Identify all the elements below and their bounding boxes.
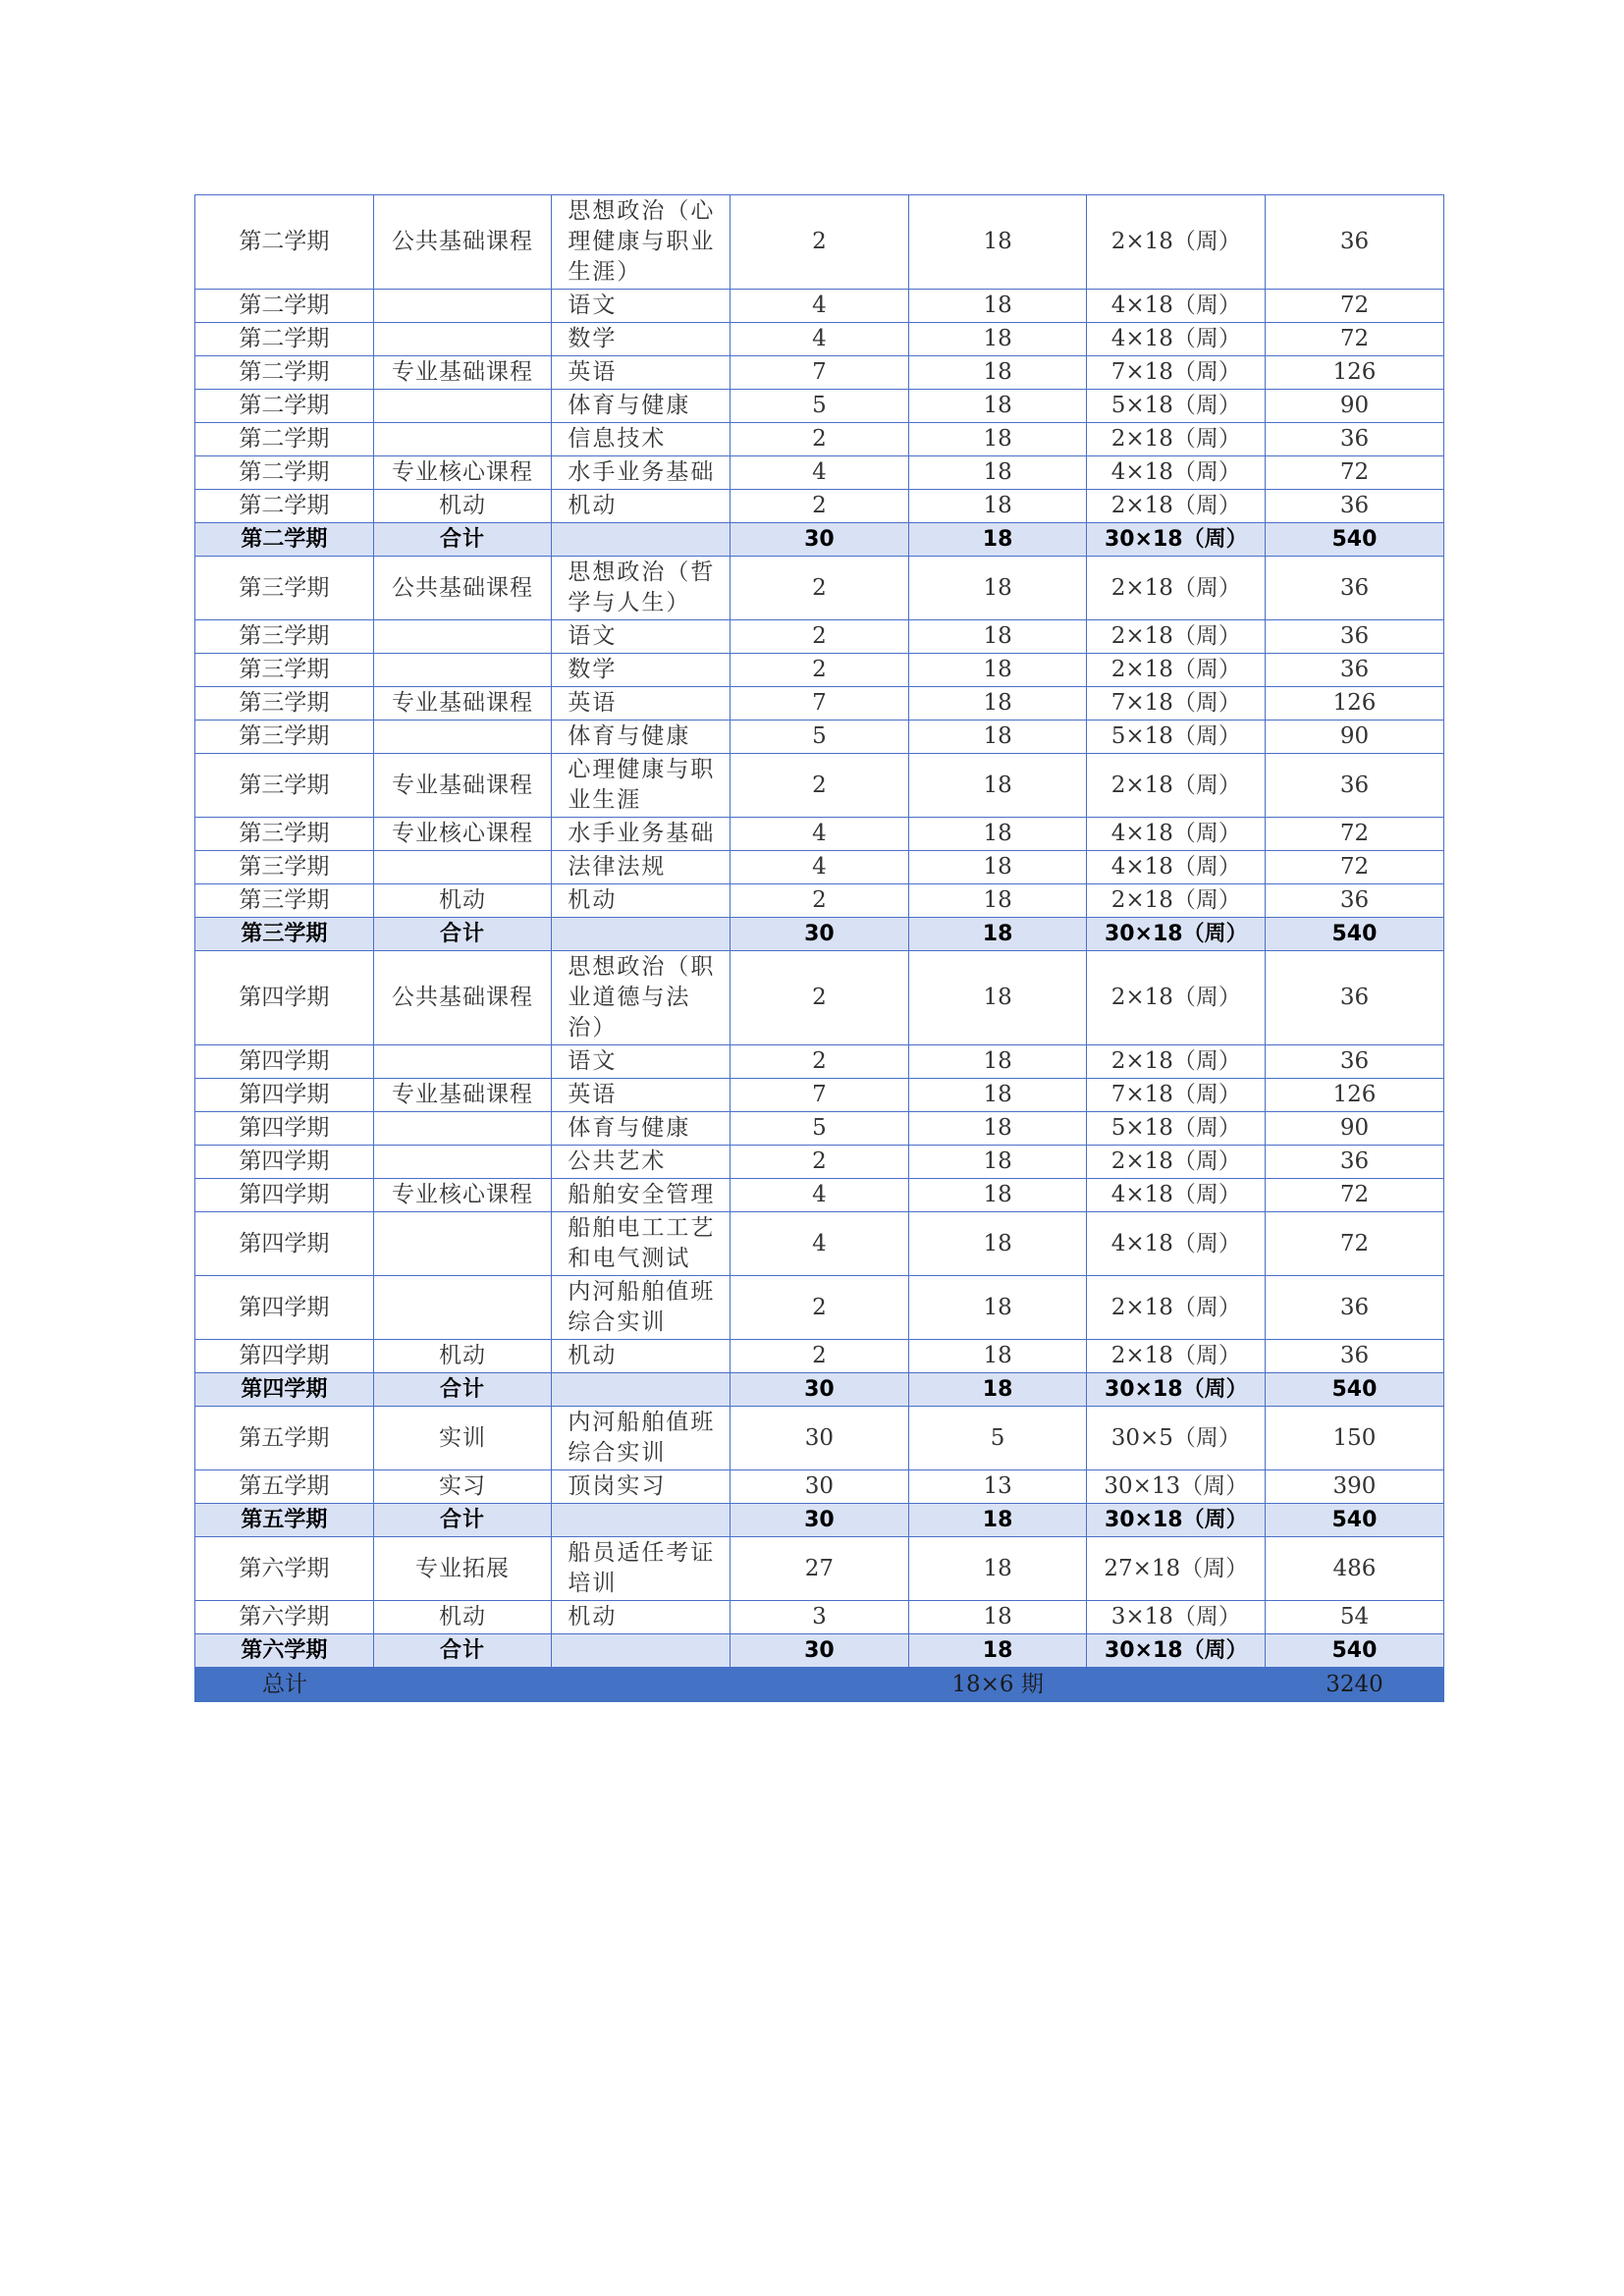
semester-cell: 第四学期 xyxy=(195,1340,374,1373)
category-cell: 合计 xyxy=(373,1504,552,1537)
category-cell xyxy=(373,323,552,356)
formula-cell: 7×18（周） xyxy=(1087,356,1266,390)
semester-cell: 第四学期 xyxy=(195,1179,374,1212)
total-hours-cell: 36 xyxy=(1266,557,1444,620)
category-cell: 专业基础课程 xyxy=(373,356,552,390)
table-row xyxy=(195,1212,1444,1276)
formula-cell: 7×18（周） xyxy=(1087,1079,1266,1112)
formula-cell: 4×18（周） xyxy=(1087,851,1266,884)
formula-cell: 5×18（周） xyxy=(1087,390,1266,423)
semester-cell: 第二学期 xyxy=(195,323,374,356)
weekly-hours-cell: 5 xyxy=(731,721,909,754)
table-row xyxy=(195,654,1444,687)
course-name-cell xyxy=(552,918,731,951)
formula-cell: 30×18（周） xyxy=(1087,1634,1266,1668)
course-name-cell: 机动 xyxy=(552,490,731,523)
weekly-hours-cell: 2 xyxy=(731,195,909,290)
total-hours-cell: 72 xyxy=(1266,1212,1444,1276)
table-row xyxy=(195,687,1444,721)
category-cell: 专业基础课程 xyxy=(373,1079,552,1112)
grand-total-spacer xyxy=(1087,1668,1266,1702)
weekly-hours-cell: 2 xyxy=(731,1146,909,1179)
total-hours-cell: 36 xyxy=(1266,195,1444,290)
weeks-cell: 18 xyxy=(908,884,1087,918)
semester-cell: 第二学期 xyxy=(195,195,374,290)
table-row xyxy=(195,721,1444,754)
table-row xyxy=(195,1537,1444,1601)
weeks-cell: 18 xyxy=(908,818,1087,851)
table-row xyxy=(195,1112,1444,1146)
total-hours-cell: 36 xyxy=(1266,1146,1444,1179)
category-cell xyxy=(373,654,552,687)
course-name-cell: 英语 xyxy=(552,1079,731,1112)
semester-cell: 第四学期 xyxy=(195,1112,374,1146)
table-row xyxy=(195,456,1444,490)
weekly-hours-cell: 5 xyxy=(731,1112,909,1146)
table-row xyxy=(195,557,1444,620)
weekly-hours-cell: 2 xyxy=(731,1045,909,1079)
formula-cell: 2×18（周） xyxy=(1087,1146,1266,1179)
weeks-cell: 18 xyxy=(908,195,1087,290)
category-cell xyxy=(373,1045,552,1079)
course-name-cell: 体育与健康 xyxy=(552,390,731,423)
course-name-cell: 思想政治（心理健康与职业生涯） xyxy=(552,195,731,290)
weekly-hours-cell: 7 xyxy=(731,1079,909,1112)
weekly-hours-cell: 30 xyxy=(731,1634,909,1668)
semester-cell: 第二学期 xyxy=(195,290,374,323)
weekly-hours-cell: 30 xyxy=(731,1504,909,1537)
table-row xyxy=(195,951,1444,1045)
semester-cell: 第三学期 xyxy=(195,851,374,884)
weekly-hours-cell: 2 xyxy=(731,884,909,918)
weeks-cell: 18 xyxy=(908,523,1087,557)
total-hours-cell: 540 xyxy=(1266,1373,1444,1407)
subtotal-row xyxy=(195,918,1444,951)
weekly-hours-cell: 2 xyxy=(731,490,909,523)
total-hours-cell: 90 xyxy=(1266,1112,1444,1146)
table-row xyxy=(195,754,1444,818)
category-cell: 公共基础课程 xyxy=(373,195,552,290)
weeks-cell: 18 xyxy=(908,557,1087,620)
semester-cell: 第二学期 xyxy=(195,523,374,557)
course-name-cell: 水手业务基础 xyxy=(552,456,731,490)
formula-cell: 2×18（周） xyxy=(1087,557,1266,620)
total-hours-cell: 36 xyxy=(1266,1045,1444,1079)
course-name-cell: 思想政治（哲学与人生） xyxy=(552,557,731,620)
formula-cell: 2×18（周） xyxy=(1087,754,1266,818)
category-cell: 专业核心课程 xyxy=(373,818,552,851)
category-cell: 实训 xyxy=(373,1407,552,1470)
weeks-cell: 18 xyxy=(908,356,1087,390)
total-hours-cell: 36 xyxy=(1266,654,1444,687)
table-row xyxy=(195,323,1444,356)
course-name-cell: 语文 xyxy=(552,620,731,654)
weekly-hours-cell: 2 xyxy=(731,754,909,818)
category-cell: 实习 xyxy=(373,1470,552,1504)
formula-cell: 2×18（周） xyxy=(1087,1340,1266,1373)
semester-cell: 第三学期 xyxy=(195,884,374,918)
weekly-hours-cell: 30 xyxy=(731,523,909,557)
semester-cell: 第四学期 xyxy=(195,1045,374,1079)
total-hours-cell: 72 xyxy=(1266,456,1444,490)
formula-cell: 4×18（周） xyxy=(1087,1179,1266,1212)
weeks-cell: 18 xyxy=(908,851,1087,884)
weeks-cell: 18 xyxy=(908,1146,1087,1179)
weeks-cell: 18 xyxy=(908,1537,1087,1601)
category-cell xyxy=(373,1212,552,1276)
weekly-hours-cell: 2 xyxy=(731,1340,909,1373)
table-row xyxy=(195,390,1444,423)
table-row xyxy=(195,818,1444,851)
table-row xyxy=(195,1079,1444,1112)
formula-cell: 27×18（周） xyxy=(1087,1537,1266,1601)
formula-cell: 7×18（周） xyxy=(1087,687,1266,721)
weekly-hours-cell: 27 xyxy=(731,1537,909,1601)
semester-cell: 第六学期 xyxy=(195,1601,374,1634)
category-cell: 专业基础课程 xyxy=(373,754,552,818)
category-cell: 合计 xyxy=(373,918,552,951)
table-row xyxy=(195,490,1444,523)
total-hours-cell: 540 xyxy=(1266,523,1444,557)
total-hours-cell: 90 xyxy=(1266,721,1444,754)
semester-cell: 第二学期 xyxy=(195,490,374,523)
weekly-hours-cell: 5 xyxy=(731,390,909,423)
subtotal-row xyxy=(195,1634,1444,1668)
semester-cell: 第四学期 xyxy=(195,951,374,1045)
course-name-cell: 内河船舶值班综合实训 xyxy=(552,1276,731,1340)
total-hours-cell: 36 xyxy=(1266,754,1444,818)
table-row xyxy=(195,620,1444,654)
semester-cell: 第五学期 xyxy=(195,1470,374,1504)
course-name-cell: 船员适任考证培训 xyxy=(552,1537,731,1601)
semester-cell: 第四学期 xyxy=(195,1373,374,1407)
course-name-cell: 体育与健康 xyxy=(552,721,731,754)
grand-total-label: 总计 xyxy=(195,1668,909,1702)
semester-cell: 第三学期 xyxy=(195,721,374,754)
table-row xyxy=(195,1179,1444,1212)
weeks-cell: 18 xyxy=(908,1340,1087,1373)
weekly-hours-cell: 30 xyxy=(731,1373,909,1407)
category-cell xyxy=(373,423,552,456)
formula-cell: 30×13（周） xyxy=(1087,1470,1266,1504)
total-hours-cell: 126 xyxy=(1266,687,1444,721)
table-row xyxy=(195,1276,1444,1340)
category-cell xyxy=(373,721,552,754)
category-cell: 机动 xyxy=(373,490,552,523)
semester-cell: 第四学期 xyxy=(195,1212,374,1276)
total-hours-cell: 36 xyxy=(1266,951,1444,1045)
course-name-cell xyxy=(552,1634,731,1668)
weekly-hours-cell: 4 xyxy=(731,290,909,323)
semester-cell: 第五学期 xyxy=(195,1407,374,1470)
total-hours-cell: 36 xyxy=(1266,620,1444,654)
weekly-hours-cell: 4 xyxy=(731,818,909,851)
table-row xyxy=(195,851,1444,884)
table-row xyxy=(195,1470,1444,1504)
table-row xyxy=(195,1146,1444,1179)
total-hours-cell: 72 xyxy=(1266,1179,1444,1212)
weeks-cell: 18 xyxy=(908,687,1087,721)
weeks-cell: 18 xyxy=(908,1634,1087,1668)
semester-cell: 第二学期 xyxy=(195,356,374,390)
category-cell xyxy=(373,851,552,884)
grand-total-weeks: 18×6 期 xyxy=(908,1668,1087,1702)
semester-cell: 第三学期 xyxy=(195,687,374,721)
course-name-cell: 法律法规 xyxy=(552,851,731,884)
formula-cell: 5×18（周） xyxy=(1087,721,1266,754)
course-name-cell xyxy=(552,1373,731,1407)
total-hours-cell: 72 xyxy=(1266,290,1444,323)
weekly-hours-cell: 7 xyxy=(731,687,909,721)
total-hours-cell: 126 xyxy=(1266,1079,1444,1112)
course-name-cell: 内河船舶值班综合实训 xyxy=(552,1407,731,1470)
formula-cell: 2×18（周） xyxy=(1087,490,1266,523)
course-name-cell: 英语 xyxy=(552,687,731,721)
table-row xyxy=(195,884,1444,918)
course-name-cell: 水手业务基础 xyxy=(552,818,731,851)
table-row xyxy=(195,423,1444,456)
total-hours-cell: 36 xyxy=(1266,490,1444,523)
weekly-hours-cell: 30 xyxy=(731,918,909,951)
formula-cell: 3×18（周） xyxy=(1087,1601,1266,1634)
weeks-cell: 18 xyxy=(908,721,1087,754)
category-cell xyxy=(373,1146,552,1179)
weeks-cell: 13 xyxy=(908,1470,1087,1504)
weeks-cell: 18 xyxy=(908,1373,1087,1407)
formula-cell: 30×18（周） xyxy=(1087,523,1266,557)
course-name-cell: 数学 xyxy=(552,323,731,356)
formula-cell: 5×18（周） xyxy=(1087,1112,1266,1146)
weeks-cell: 18 xyxy=(908,754,1087,818)
formula-cell: 2×18（周） xyxy=(1087,654,1266,687)
weekly-hours-cell: 2 xyxy=(731,951,909,1045)
formula-cell: 2×18（周） xyxy=(1087,195,1266,290)
category-cell: 专业核心课程 xyxy=(373,1179,552,1212)
course-name-cell: 机动 xyxy=(552,884,731,918)
course-name-cell xyxy=(552,1504,731,1537)
semester-cell: 第二学期 xyxy=(195,456,374,490)
course-name-cell: 数学 xyxy=(552,654,731,687)
weekly-hours-cell: 4 xyxy=(731,1212,909,1276)
table-row xyxy=(195,1045,1444,1079)
semester-cell: 第五学期 xyxy=(195,1504,374,1537)
table-body xyxy=(195,195,1444,1702)
category-cell: 合计 xyxy=(373,523,552,557)
total-hours-cell: 36 xyxy=(1266,1340,1444,1373)
course-name-cell: 心理健康与职业生涯 xyxy=(552,754,731,818)
course-name-cell xyxy=(552,523,731,557)
weeks-cell: 18 xyxy=(908,390,1087,423)
semester-cell: 第三学期 xyxy=(195,620,374,654)
formula-cell: 2×18（周） xyxy=(1087,1045,1266,1079)
weeks-cell: 18 xyxy=(908,1504,1087,1537)
total-hours-cell: 540 xyxy=(1266,918,1444,951)
category-cell: 公共基础课程 xyxy=(373,557,552,620)
category-cell xyxy=(373,1112,552,1146)
total-hours-cell: 126 xyxy=(1266,356,1444,390)
curriculum-hours-table xyxy=(194,194,1444,1702)
formula-cell: 2×18（周） xyxy=(1087,884,1266,918)
total-hours-cell: 540 xyxy=(1266,1504,1444,1537)
subtotal-row xyxy=(195,1373,1444,1407)
weeks-cell: 18 xyxy=(908,1276,1087,1340)
total-hours-cell: 36 xyxy=(1266,1276,1444,1340)
semester-cell: 第二学期 xyxy=(195,390,374,423)
formula-cell: 30×18（周） xyxy=(1087,918,1266,951)
weekly-hours-cell: 30 xyxy=(731,1470,909,1504)
weeks-cell: 18 xyxy=(908,1179,1087,1212)
weekly-hours-cell: 3 xyxy=(731,1601,909,1634)
category-cell: 机动 xyxy=(373,1340,552,1373)
course-name-cell: 船舶安全管理 xyxy=(552,1179,731,1212)
semester-cell: 第四学期 xyxy=(195,1276,374,1340)
formula-cell: 30×18（周） xyxy=(1087,1373,1266,1407)
weeks-cell: 18 xyxy=(908,1112,1087,1146)
category-cell: 合计 xyxy=(373,1634,552,1668)
course-name-cell: 船舶电工工艺和电气测试 xyxy=(552,1212,731,1276)
semester-cell: 第四学期 xyxy=(195,1079,374,1112)
total-hours-cell: 72 xyxy=(1266,851,1444,884)
formula-cell: 2×18（周） xyxy=(1087,1276,1266,1340)
total-hours-cell: 36 xyxy=(1266,884,1444,918)
category-cell xyxy=(373,1276,552,1340)
semester-cell: 第四学期 xyxy=(195,1146,374,1179)
category-cell: 机动 xyxy=(373,884,552,918)
weeks-cell: 5 xyxy=(908,1407,1087,1470)
semester-cell: 第二学期 xyxy=(195,423,374,456)
formula-cell: 4×18（周） xyxy=(1087,290,1266,323)
weekly-hours-cell: 7 xyxy=(731,356,909,390)
weekly-hours-cell: 30 xyxy=(731,1407,909,1470)
total-hours-cell: 486 xyxy=(1266,1537,1444,1601)
total-hours-cell: 90 xyxy=(1266,390,1444,423)
total-hours-cell: 390 xyxy=(1266,1470,1444,1504)
course-name-cell: 顶岗实习 xyxy=(552,1470,731,1504)
total-hours-cell: 54 xyxy=(1266,1601,1444,1634)
formula-cell: 4×18（周） xyxy=(1087,818,1266,851)
formula-cell: 2×18（周） xyxy=(1087,620,1266,654)
subtotal-row xyxy=(195,523,1444,557)
weeks-cell: 18 xyxy=(908,290,1087,323)
course-name-cell: 思想政治（职业道德与法治） xyxy=(552,951,731,1045)
table-row xyxy=(195,356,1444,390)
total-hours-cell: 540 xyxy=(1266,1634,1444,1668)
weekly-hours-cell: 2 xyxy=(731,1276,909,1340)
category-cell: 机动 xyxy=(373,1601,552,1634)
category-cell: 专业拓展 xyxy=(373,1537,552,1601)
weeks-cell: 18 xyxy=(908,423,1087,456)
category-cell xyxy=(373,390,552,423)
table-row xyxy=(195,1340,1444,1373)
course-name-cell: 语文 xyxy=(552,290,731,323)
weekly-hours-cell: 4 xyxy=(731,851,909,884)
weeks-cell: 18 xyxy=(908,323,1087,356)
semester-cell: 第三学期 xyxy=(195,918,374,951)
semester-cell: 第六学期 xyxy=(195,1634,374,1668)
semester-cell: 第三学期 xyxy=(195,818,374,851)
course-name-cell: 机动 xyxy=(552,1340,731,1373)
category-cell xyxy=(373,620,552,654)
total-hours-cell: 72 xyxy=(1266,323,1444,356)
weeks-cell: 18 xyxy=(908,1045,1087,1079)
table-row xyxy=(195,1407,1444,1470)
subtotal-row xyxy=(195,1504,1444,1537)
weekly-hours-cell: 4 xyxy=(731,1179,909,1212)
grand-total-row xyxy=(195,1668,1444,1702)
formula-cell: 2×18（周） xyxy=(1087,951,1266,1045)
weeks-cell: 18 xyxy=(908,654,1087,687)
weeks-cell: 18 xyxy=(908,1601,1087,1634)
course-name-cell: 机动 xyxy=(552,1601,731,1634)
category-cell: 专业核心课程 xyxy=(373,456,552,490)
table-row xyxy=(195,195,1444,290)
category-cell: 合计 xyxy=(373,1373,552,1407)
formula-cell: 2×18（周） xyxy=(1087,423,1266,456)
table-row xyxy=(195,290,1444,323)
formula-cell: 4×18（周） xyxy=(1087,323,1266,356)
formula-cell: 30×18（周） xyxy=(1087,1504,1266,1537)
weeks-cell: 18 xyxy=(908,620,1087,654)
semester-cell: 第三学期 xyxy=(195,557,374,620)
weeks-cell: 18 xyxy=(908,1079,1087,1112)
grand-total-hours: 3240 xyxy=(1266,1668,1444,1702)
formula-cell: 4×18（周） xyxy=(1087,1212,1266,1276)
weekly-hours-cell: 2 xyxy=(731,557,909,620)
category-cell: 公共基础课程 xyxy=(373,951,552,1045)
semester-cell: 第三学期 xyxy=(195,654,374,687)
category-cell: 专业基础课程 xyxy=(373,687,552,721)
semester-cell: 第三学期 xyxy=(195,754,374,818)
total-hours-cell: 36 xyxy=(1266,423,1444,456)
semester-cell: 第六学期 xyxy=(195,1537,374,1601)
course-name-cell: 公共艺术 xyxy=(552,1146,731,1179)
weeks-cell: 18 xyxy=(908,951,1087,1045)
weeks-cell: 18 xyxy=(908,456,1087,490)
course-name-cell: 体育与健康 xyxy=(552,1112,731,1146)
weeks-cell: 18 xyxy=(908,1212,1087,1276)
weekly-hours-cell: 2 xyxy=(731,620,909,654)
weekly-hours-cell: 4 xyxy=(731,456,909,490)
weekly-hours-cell: 2 xyxy=(731,654,909,687)
total-hours-cell: 150 xyxy=(1266,1407,1444,1470)
course-name-cell: 信息技术 xyxy=(552,423,731,456)
total-hours-cell: 72 xyxy=(1266,818,1444,851)
course-name-cell: 语文 xyxy=(552,1045,731,1079)
table-row xyxy=(195,1601,1444,1634)
weekly-hours-cell: 4 xyxy=(731,323,909,356)
formula-cell: 4×18（周） xyxy=(1087,456,1266,490)
course-name-cell: 英语 xyxy=(552,356,731,390)
weeks-cell: 18 xyxy=(908,490,1087,523)
formula-cell: 30×5（周） xyxy=(1087,1407,1266,1470)
weekly-hours-cell: 2 xyxy=(731,423,909,456)
category-cell xyxy=(373,290,552,323)
weeks-cell: 18 xyxy=(908,918,1087,951)
